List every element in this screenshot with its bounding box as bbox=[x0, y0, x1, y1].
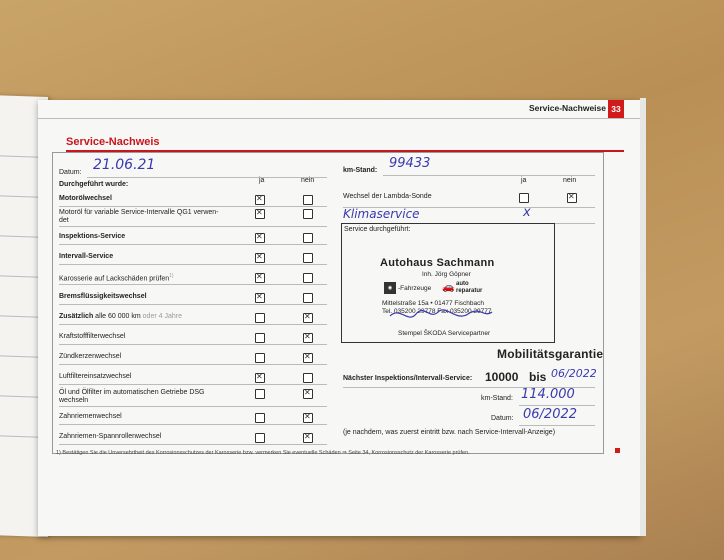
page-header bbox=[38, 100, 640, 119]
yes-checkbox[interactable] bbox=[255, 195, 265, 205]
lambda-label: Wechsel der Lambda-Sonde bbox=[343, 193, 432, 200]
row-divider bbox=[59, 384, 327, 385]
service-item-label: Luftfiltereinsatzwechsel bbox=[59, 373, 132, 380]
page-number: 33 bbox=[608, 100, 624, 118]
service-stamp-box bbox=[341, 223, 555, 343]
service-form bbox=[52, 152, 604, 454]
extra-service-mark: x bbox=[523, 205, 531, 220]
service-item-label: Zusätzlich alle 60 000 km oder 4 Jahre bbox=[59, 313, 182, 320]
footnote: 1) Bestätigen Sie die Unversehrtheit des Korrosionsschutzes der Karosserie bzw. vermerken Sie eventuelle Schäden ⇒ Seite 34, Korrosionsschutz der Karosserie prüfen. bbox=[56, 450, 470, 456]
service-label: Service durchgeführt: bbox=[344, 226, 411, 233]
service-item-label: Zahnriemen-Spannrollenwechsel bbox=[59, 433, 162, 440]
no-checkbox[interactable] bbox=[303, 353, 313, 363]
yes-checkbox[interactable] bbox=[255, 433, 265, 443]
service-item-label: Inspektions-Service bbox=[59, 233, 126, 240]
section-title: Service-Nachweis bbox=[66, 136, 160, 148]
service-item-label: Zahnriemenwechsel bbox=[59, 413, 122, 420]
date-line bbox=[87, 177, 327, 178]
row-divider bbox=[59, 226, 327, 227]
service-item-label: Bremsflüssigkeitswechsel bbox=[59, 293, 147, 300]
service-item-label: Motorölwechsel bbox=[59, 195, 112, 202]
lambda-no-checkbox[interactable] bbox=[567, 193, 577, 203]
col-yes-left: ja bbox=[259, 177, 265, 184]
next-km-line bbox=[519, 405, 595, 406]
row-divider bbox=[59, 344, 327, 345]
booklet-page bbox=[38, 100, 640, 536]
service-item-label-cont: wechseln bbox=[59, 397, 89, 404]
yes-checkbox[interactable] bbox=[255, 333, 265, 343]
yes-checkbox[interactable] bbox=[255, 273, 265, 283]
km-value: 99433 bbox=[389, 156, 431, 171]
service-item-label-cont: det bbox=[59, 217, 69, 224]
yes-checkbox[interactable] bbox=[255, 353, 265, 363]
signature-icon bbox=[386, 306, 496, 324]
col-no-left: nein bbox=[301, 177, 315, 184]
service-item-label: Öl und Ölfilter im automatischen Getriebe DSG bbox=[59, 389, 205, 396]
stamp-fahrzeuge: -Fahrzeuge bbox=[398, 285, 432, 292]
next-date-value: 06/2022 bbox=[523, 407, 578, 422]
lambda-yes-checkbox[interactable] bbox=[519, 193, 529, 203]
service-item-label: Karosserie auf Lackschäden prüfen$^{1)}$ bbox=[59, 273, 174, 283]
row-divider bbox=[59, 424, 327, 425]
next-service-bis-value: 06/2022 bbox=[551, 367, 597, 380]
row-divider bbox=[59, 284, 327, 285]
row-divider bbox=[59, 264, 327, 265]
service-item-label: Intervall-Service bbox=[59, 253, 114, 260]
stamp-address: Mittelstraße 15a • 01477 Fischbach bbox=[382, 300, 484, 307]
yes-checkbox[interactable] bbox=[255, 253, 265, 263]
date-value: 21.06.21 bbox=[93, 157, 156, 173]
stamp-owner: Inh. Jörg Göpner bbox=[422, 271, 471, 278]
row-divider bbox=[59, 244, 327, 245]
stamp-auto: auto bbox=[456, 281, 469, 287]
next-service-label: Nächster Inspektions/Intervall-Service: bbox=[343, 375, 473, 382]
no-checkbox[interactable] bbox=[303, 209, 313, 219]
next-service-km: 10000 bbox=[485, 370, 519, 384]
next-service-bis: bis bbox=[529, 370, 547, 384]
no-checkbox[interactable] bbox=[303, 273, 313, 283]
date-label: Datum: bbox=[59, 169, 82, 176]
next-service-note: (je nachdem, was zuerst eintritt bzw. nach Service-Intervall-Anzeige) bbox=[343, 429, 556, 436]
no-checkbox[interactable] bbox=[303, 195, 313, 205]
no-checkbox[interactable] bbox=[303, 413, 313, 423]
service-item-label: Motoröl für variable Service-Intervalle QG1 verwen- bbox=[59, 209, 219, 216]
no-checkbox[interactable] bbox=[303, 333, 313, 343]
no-checkbox[interactable] bbox=[303, 389, 313, 399]
next-km-label: km-Stand: bbox=[481, 395, 513, 402]
yes-checkbox[interactable] bbox=[255, 313, 265, 323]
row-divider bbox=[59, 406, 327, 407]
row-divider bbox=[59, 444, 327, 445]
next-km-value: 114.000 bbox=[521, 387, 575, 402]
yes-checkbox[interactable] bbox=[255, 209, 265, 219]
no-checkbox[interactable] bbox=[303, 293, 313, 303]
yes-checkbox[interactable] bbox=[255, 373, 265, 383]
car-icon: 🚗 bbox=[442, 282, 455, 293]
brand-logo-icon: ◉ bbox=[384, 282, 396, 294]
yes-checkbox[interactable] bbox=[255, 293, 265, 303]
row-divider bbox=[59, 304, 327, 305]
km-line bbox=[383, 175, 595, 176]
extra-service-handwritten: Klimaservice bbox=[343, 207, 420, 221]
next-date-label: Datum: bbox=[491, 415, 514, 422]
no-checkbox[interactable] bbox=[303, 253, 313, 263]
mobility-stamp: Mobilitätsgarantie bbox=[497, 347, 604, 361]
row-divider bbox=[59, 364, 327, 365]
col-yes-right: ja bbox=[521, 177, 527, 184]
col-no-right: nein bbox=[563, 177, 577, 184]
service-item-label: Kraftstofffilterwechsel bbox=[59, 333, 126, 340]
stamp-reparatur: reparatur bbox=[456, 288, 483, 294]
stamp-tel: Tel. 035200 29778 Fax 035200 29777 bbox=[382, 308, 492, 315]
row-divider bbox=[59, 324, 327, 325]
stamp-name: Autohaus Sachmann bbox=[380, 257, 495, 269]
service-item-label: Zündkerzenwechsel bbox=[59, 353, 122, 360]
row-divider bbox=[59, 206, 327, 207]
page-stack-edge bbox=[640, 98, 646, 536]
no-checkbox[interactable] bbox=[303, 233, 313, 243]
no-checkbox[interactable] bbox=[303, 313, 313, 323]
next-date-line bbox=[519, 425, 595, 426]
no-checkbox[interactable] bbox=[303, 433, 313, 443]
header-title: Service-Nachweise bbox=[528, 103, 606, 113]
end-marker bbox=[615, 448, 620, 453]
no-checkbox[interactable] bbox=[303, 373, 313, 383]
performed-label: Durchgeführt wurde: bbox=[59, 181, 129, 188]
yes-checkbox[interactable] bbox=[255, 389, 265, 399]
yes-checkbox[interactable] bbox=[255, 233, 265, 243]
km-label: km-Stand: bbox=[343, 167, 378, 174]
stamp-caption: Stempel ŠKODA Servicepartner bbox=[398, 330, 491, 337]
yes-checkbox[interactable] bbox=[255, 413, 265, 423]
